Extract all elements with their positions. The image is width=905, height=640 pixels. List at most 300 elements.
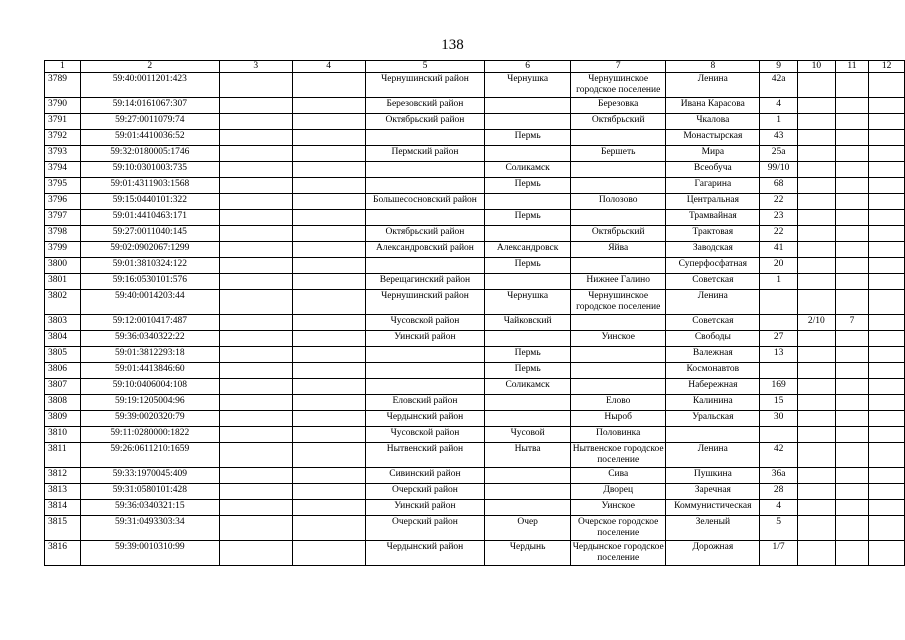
table-cell-col-3	[219, 162, 292, 178]
table-cell-col-2: 59:40:0014203:44	[80, 290, 219, 315]
table-cell-col-3	[219, 500, 292, 516]
table-cell-col-12	[869, 242, 905, 258]
table-cell-col-6	[485, 114, 571, 130]
table-cell-col-8: Ленина	[666, 443, 760, 468]
table-row	[45, 443, 905, 468]
table-cell-col-9: 5	[760, 516, 798, 541]
table-row	[45, 98, 905, 114]
table-cell-col-1: 3790	[45, 98, 81, 114]
table-cell-col-7: Березовка	[570, 98, 666, 114]
table-cell-col-9: 169	[760, 379, 798, 395]
table-cell-col-1: 3798	[45, 226, 81, 242]
table-cell-col-5	[365, 178, 485, 194]
table-cell-col-12	[869, 331, 905, 347]
table-cell-col-5: Чусовской район	[365, 315, 485, 331]
table-cell-col-11	[835, 411, 869, 427]
table-cell-col-7: Полозово	[570, 194, 666, 210]
table-cell-col-8: Уральская	[666, 411, 760, 427]
table-cell-col-6: Пермь	[485, 210, 571, 226]
table-cell-col-10	[797, 178, 835, 194]
table-cell-col-7: Дворец	[570, 484, 666, 500]
table-row	[45, 210, 905, 226]
table-cell-col-4	[292, 162, 365, 178]
table-cell-col-8: Монастырская	[666, 130, 760, 146]
table-cell-col-12	[869, 162, 905, 178]
table-cell-col-5: Александровский район	[365, 242, 485, 258]
table-cell-col-9: 42а	[760, 73, 798, 98]
table-cell-col-8: Советская	[666, 315, 760, 331]
table-cell-col-2: 59:26:0611210:1659	[80, 443, 219, 468]
table-cell-col-7: Ныроб	[570, 411, 666, 427]
table-cell-col-5: Пермский район	[365, 146, 485, 162]
table-cell-col-10	[797, 274, 835, 290]
table-cell-col-2: 59:27:0011079:74	[80, 114, 219, 130]
table-cell-col-2: 59:01:4410463:171	[80, 210, 219, 226]
table-cell-col-1: 3810	[45, 427, 81, 443]
table-row	[45, 500, 905, 516]
table-cell-col-5: Нытвенский район	[365, 443, 485, 468]
table-cell-col-10	[797, 363, 835, 379]
table-cell-col-2: 59:01:4413846:60	[80, 363, 219, 379]
table-row	[45, 73, 905, 98]
table-cell-col-3	[219, 98, 292, 114]
table-cell-col-4	[292, 541, 365, 566]
column-header-3: 3	[219, 61, 292, 73]
table-cell-col-5	[365, 258, 485, 274]
table-cell-col-11: 7	[835, 315, 869, 331]
table-cell-col-12	[869, 411, 905, 427]
table-cell-col-10	[797, 98, 835, 114]
table-cell-col-9: 43	[760, 130, 798, 146]
table-cell-col-1: 3799	[45, 242, 81, 258]
table-cell-col-1: 3806	[45, 363, 81, 379]
table-cell-col-9: 15	[760, 395, 798, 411]
table-cell-col-7: Нижнее Галино	[570, 274, 666, 290]
table-cell-col-7: Сива	[570, 468, 666, 484]
table-cell-col-11	[835, 395, 869, 411]
table-cell-col-6	[485, 500, 571, 516]
table-cell-col-3	[219, 242, 292, 258]
table-cell-col-11	[835, 516, 869, 541]
table-cell-col-6: Пермь	[485, 178, 571, 194]
table-cell-col-7: Елово	[570, 395, 666, 411]
table-cell-col-4	[292, 274, 365, 290]
table-cell-col-7	[570, 162, 666, 178]
table-cell-col-8: Ленина	[666, 290, 760, 315]
table-cell-col-4	[292, 484, 365, 500]
table-cell-col-6: Соликамск	[485, 162, 571, 178]
table-cell-col-4	[292, 315, 365, 331]
table-cell-col-7	[570, 363, 666, 379]
table-cell-col-7: Уинское	[570, 500, 666, 516]
table-cell-col-10	[797, 427, 835, 443]
table-row	[45, 242, 905, 258]
table-cell-col-3	[219, 290, 292, 315]
column-header-1: 1	[45, 61, 81, 73]
table-cell-col-12	[869, 484, 905, 500]
table-cell-col-10	[797, 541, 835, 566]
table-cell-col-10	[797, 331, 835, 347]
table-cell-col-1: 3792	[45, 130, 81, 146]
table-cell-col-6: Чернушка	[485, 290, 571, 315]
table-cell-col-2: 59:16:0530101:576	[80, 274, 219, 290]
table-cell-col-4	[292, 290, 365, 315]
table-cell-col-5: Чернушинский район	[365, 290, 485, 315]
table-cell-col-1: 3815	[45, 516, 81, 541]
table-cell-col-8: Набережная	[666, 379, 760, 395]
column-header-7: 7	[570, 61, 666, 73]
table-cell-col-12	[869, 98, 905, 114]
table-cell-col-7	[570, 258, 666, 274]
table-cell-col-10	[797, 516, 835, 541]
table-cell-col-6: Александровск	[485, 242, 571, 258]
table-cell-col-4	[292, 443, 365, 468]
table-row	[45, 162, 905, 178]
table-cell-col-12	[869, 146, 905, 162]
table-cell-col-8: Валежная	[666, 347, 760, 363]
table-row	[45, 347, 905, 363]
table-cell-col-7: Чердынское городское поселение	[570, 541, 666, 566]
table-cell-col-1: 3800	[45, 258, 81, 274]
table-cell-col-5: Березовский район	[365, 98, 485, 114]
table-cell-col-10	[797, 395, 835, 411]
table-cell-col-2: 59:27:0011040:145	[80, 226, 219, 242]
table-cell-col-5: Очерский район	[365, 516, 485, 541]
table-cell-col-9: 1	[760, 274, 798, 290]
table-cell-col-5: Уинский район	[365, 331, 485, 347]
table-cell-col-5: Очерский район	[365, 484, 485, 500]
table-cell-col-11	[835, 443, 869, 468]
table-cell-col-3	[219, 114, 292, 130]
table-row	[45, 114, 905, 130]
table-cell-col-9: 1/7	[760, 541, 798, 566]
table-cell-col-11	[835, 162, 869, 178]
table-cell-col-2: 59:39:0010310:99	[80, 541, 219, 566]
table-cell-col-10	[797, 130, 835, 146]
table-cell-col-2: 59:36:0340322:22	[80, 331, 219, 347]
table-cell-col-5	[365, 210, 485, 226]
table-cell-col-8	[666, 427, 760, 443]
table-cell-col-12	[869, 73, 905, 98]
table-cell-col-7	[570, 178, 666, 194]
table-cell-col-7	[570, 347, 666, 363]
table-cell-col-10	[797, 347, 835, 363]
table-row	[45, 258, 905, 274]
table-cell-col-4	[292, 194, 365, 210]
table-cell-col-12	[869, 315, 905, 331]
table-cell-col-2: 59:19:1205004:96	[80, 395, 219, 411]
table-cell-col-7: Чернушинское городское поселение	[570, 290, 666, 315]
table-cell-col-12	[869, 379, 905, 395]
table-cell-col-5: Октябрьский район	[365, 226, 485, 242]
table-cell-col-1: 3804	[45, 331, 81, 347]
table-cell-col-2: 59:33:1970045:409	[80, 468, 219, 484]
table-row	[45, 484, 905, 500]
table-cell-col-1: 3809	[45, 411, 81, 427]
table-cell-col-12	[869, 194, 905, 210]
table-cell-col-9: 27	[760, 331, 798, 347]
table-cell-col-4	[292, 130, 365, 146]
table-cell-col-2: 59:12:0010417:487	[80, 315, 219, 331]
table-cell-col-4	[292, 395, 365, 411]
table-row	[45, 541, 905, 566]
table-cell-col-10	[797, 443, 835, 468]
table-cell-col-12	[869, 500, 905, 516]
table-cell-col-1: 3794	[45, 162, 81, 178]
table-cell-col-3	[219, 210, 292, 226]
table-cell-col-1: 3803	[45, 315, 81, 331]
table-cell-col-8: Зеленый	[666, 516, 760, 541]
table-cell-col-3	[219, 73, 292, 98]
table-header-row	[45, 61, 905, 73]
table-cell-col-1: 3807	[45, 379, 81, 395]
table-cell-col-5: Большесосновский район	[365, 194, 485, 210]
table-cell-col-1: 3791	[45, 114, 81, 130]
table-cell-col-4	[292, 146, 365, 162]
table-cell-col-9	[760, 290, 798, 315]
table-row	[45, 331, 905, 347]
table-cell-col-8: Мира	[666, 146, 760, 162]
table-cell-col-4	[292, 427, 365, 443]
table-cell-col-10: 2/10	[797, 315, 835, 331]
table-cell-col-3	[219, 443, 292, 468]
table-cell-col-4	[292, 210, 365, 226]
table-cell-col-3	[219, 468, 292, 484]
table-cell-col-12	[869, 274, 905, 290]
table-cell-col-8: Ленина	[666, 73, 760, 98]
table-row	[45, 427, 905, 443]
table-cell-col-10	[797, 411, 835, 427]
table-cell-col-6: Пермь	[485, 130, 571, 146]
table-cell-col-8: Советская	[666, 274, 760, 290]
table-cell-col-4	[292, 411, 365, 427]
table-cell-col-2: 59:02:0902067:1299	[80, 242, 219, 258]
table-cell-col-6	[485, 98, 571, 114]
table-cell-col-9: 28	[760, 484, 798, 500]
table-cell-col-8: Трактовая	[666, 226, 760, 242]
table-cell-col-7: Уинское	[570, 331, 666, 347]
table-cell-col-7: Октябрьский	[570, 114, 666, 130]
table-cell-col-2: 59:39:0020320:79	[80, 411, 219, 427]
table-cell-col-10	[797, 226, 835, 242]
table-cell-col-9: 1	[760, 114, 798, 130]
table-cell-col-9: 42	[760, 443, 798, 468]
table-cell-col-11	[835, 114, 869, 130]
table-cell-col-3	[219, 178, 292, 194]
table-cell-col-11	[835, 541, 869, 566]
table-cell-col-2: 59:36:0340321:15	[80, 500, 219, 516]
column-header-6: 6	[485, 61, 571, 73]
table-cell-col-8: Свободы	[666, 331, 760, 347]
table-cell-col-2: 59:10:0301003:735	[80, 162, 219, 178]
table-cell-col-11	[835, 146, 869, 162]
table-cell-col-5: Октябрьский район	[365, 114, 485, 130]
table-cell-col-8: Трамвайная	[666, 210, 760, 226]
table-cell-col-1: 3797	[45, 210, 81, 226]
table-cell-col-4	[292, 347, 365, 363]
table-cell-col-6	[485, 331, 571, 347]
table-cell-col-11	[835, 258, 869, 274]
table-cell-col-9: 25а	[760, 146, 798, 162]
table-cell-col-2: 59:31:0580101:428	[80, 484, 219, 500]
table-cell-col-7	[570, 379, 666, 395]
table-cell-col-8: Всеобуча	[666, 162, 760, 178]
table-cell-col-1: 3802	[45, 290, 81, 315]
table-cell-col-3	[219, 146, 292, 162]
table-cell-col-9: 99/10	[760, 162, 798, 178]
table-cell-col-8: Заводская	[666, 242, 760, 258]
table-cell-col-6	[485, 484, 571, 500]
table-cell-col-11	[835, 331, 869, 347]
table-cell-col-7	[570, 130, 666, 146]
column-header-11: 11	[835, 61, 869, 73]
table-cell-col-8: Пушкина	[666, 468, 760, 484]
table-cell-col-6: Очер	[485, 516, 571, 541]
column-header-9: 9	[760, 61, 798, 73]
table-cell-col-11	[835, 484, 869, 500]
table-row	[45, 290, 905, 315]
table-cell-col-11	[835, 194, 869, 210]
table-cell-col-5	[365, 162, 485, 178]
table-cell-col-5: Сивинский район	[365, 468, 485, 484]
table-cell-col-3	[219, 516, 292, 541]
table-cell-col-8: Центральная	[666, 194, 760, 210]
table-cell-col-4	[292, 242, 365, 258]
table-row	[45, 411, 905, 427]
table-cell-col-3	[219, 411, 292, 427]
table-cell-col-10	[797, 468, 835, 484]
table-cell-col-6	[485, 411, 571, 427]
table-cell-col-1: 3801	[45, 274, 81, 290]
table-cell-col-3	[219, 226, 292, 242]
table-cell-col-6: Чайковский	[485, 315, 571, 331]
table-cell-col-11	[835, 98, 869, 114]
table-cell-col-3	[219, 315, 292, 331]
table-cell-col-12	[869, 541, 905, 566]
table-cell-col-5	[365, 347, 485, 363]
table-cell-col-12	[869, 443, 905, 468]
table-cell-col-8: Заречная	[666, 484, 760, 500]
table-cell-col-5: Еловский район	[365, 395, 485, 411]
table-cell-col-3	[219, 427, 292, 443]
table-cell-col-12	[869, 468, 905, 484]
table-cell-col-9: 20	[760, 258, 798, 274]
table-cell-col-9	[760, 315, 798, 331]
table-cell-col-4	[292, 500, 365, 516]
table-cell-col-2: 59:15:0440101:322	[80, 194, 219, 210]
table-row	[45, 146, 905, 162]
table-cell-col-6	[485, 274, 571, 290]
table-cell-col-4	[292, 516, 365, 541]
table-cell-col-4	[292, 331, 365, 347]
register-table	[44, 60, 905, 566]
table-cell-col-9: 30	[760, 411, 798, 427]
table-cell-col-8: Дорожная	[666, 541, 760, 566]
table-row	[45, 363, 905, 379]
table-cell-col-1: 3793	[45, 146, 81, 162]
table-row	[45, 315, 905, 331]
table-cell-col-4	[292, 363, 365, 379]
table-cell-col-2: 59:01:3812293:18	[80, 347, 219, 363]
table-cell-col-9: 4	[760, 500, 798, 516]
table-cell-col-1: 3814	[45, 500, 81, 516]
table-cell-col-2: 59:32:0180005:1746	[80, 146, 219, 162]
table-cell-col-12	[869, 178, 905, 194]
table-row	[45, 226, 905, 242]
table-cell-col-9: 4	[760, 98, 798, 114]
table-row	[45, 379, 905, 395]
table-cell-col-11	[835, 363, 869, 379]
column-header-8: 8	[666, 61, 760, 73]
column-header-12: 12	[869, 61, 905, 73]
table-cell-col-9: 36а	[760, 468, 798, 484]
table-cell-col-11	[835, 427, 869, 443]
table-cell-col-6: Пермь	[485, 363, 571, 379]
table-cell-col-8: Ивана Карасова	[666, 98, 760, 114]
table-cell-col-5: Чердынский район	[365, 411, 485, 427]
table-cell-col-4	[292, 226, 365, 242]
table-cell-col-2: 59:01:4410036:52	[80, 130, 219, 146]
table-cell-col-6	[485, 226, 571, 242]
table-cell-col-12	[869, 210, 905, 226]
table-cell-col-12	[869, 395, 905, 411]
table-cell-col-11	[835, 73, 869, 98]
table-cell-col-3	[219, 194, 292, 210]
table-cell-col-11	[835, 210, 869, 226]
table-cell-col-8: Гагарина	[666, 178, 760, 194]
table-cell-col-2: 59:01:4311903:1568	[80, 178, 219, 194]
table-cell-col-11	[835, 290, 869, 315]
table-cell-col-1: 3811	[45, 443, 81, 468]
table-cell-col-8: Калинина	[666, 395, 760, 411]
table-cell-col-12	[869, 130, 905, 146]
table-cell-col-10	[797, 290, 835, 315]
table-cell-col-4	[292, 114, 365, 130]
table-cell-col-6: Соликамск	[485, 379, 571, 395]
table-cell-col-5: Чернушинский район	[365, 73, 485, 98]
table-cell-col-3	[219, 379, 292, 395]
table-cell-col-11	[835, 468, 869, 484]
table-cell-col-2: 59:31:0493303:34	[80, 516, 219, 541]
table-cell-col-12	[869, 516, 905, 541]
table-cell-col-12	[869, 258, 905, 274]
table-cell-col-6	[485, 146, 571, 162]
table-cell-col-4	[292, 73, 365, 98]
table-cell-col-6	[485, 395, 571, 411]
table-cell-col-7: Половинка	[570, 427, 666, 443]
table-cell-col-9: 13	[760, 347, 798, 363]
table-cell-col-11	[835, 130, 869, 146]
table-cell-col-12	[869, 290, 905, 315]
table-row	[45, 274, 905, 290]
table-cell-col-9	[760, 363, 798, 379]
column-header-5: 5	[365, 61, 485, 73]
table-cell-col-2: 59:14:0161067:307	[80, 98, 219, 114]
table-cell-col-10	[797, 500, 835, 516]
table-cell-col-1: 3795	[45, 178, 81, 194]
table-cell-col-6: Чернушка	[485, 73, 571, 98]
table-cell-col-10	[797, 484, 835, 500]
table-cell-col-6: Пермь	[485, 258, 571, 274]
table-cell-col-7: Очерское городское поселение	[570, 516, 666, 541]
table-cell-col-7	[570, 315, 666, 331]
table-cell-col-6: Чусовой	[485, 427, 571, 443]
table-row	[45, 516, 905, 541]
table-cell-col-5	[365, 130, 485, 146]
table-cell-col-7: Яйва	[570, 242, 666, 258]
table-cell-col-10	[797, 379, 835, 395]
table-cell-col-1: 3789	[45, 73, 81, 98]
